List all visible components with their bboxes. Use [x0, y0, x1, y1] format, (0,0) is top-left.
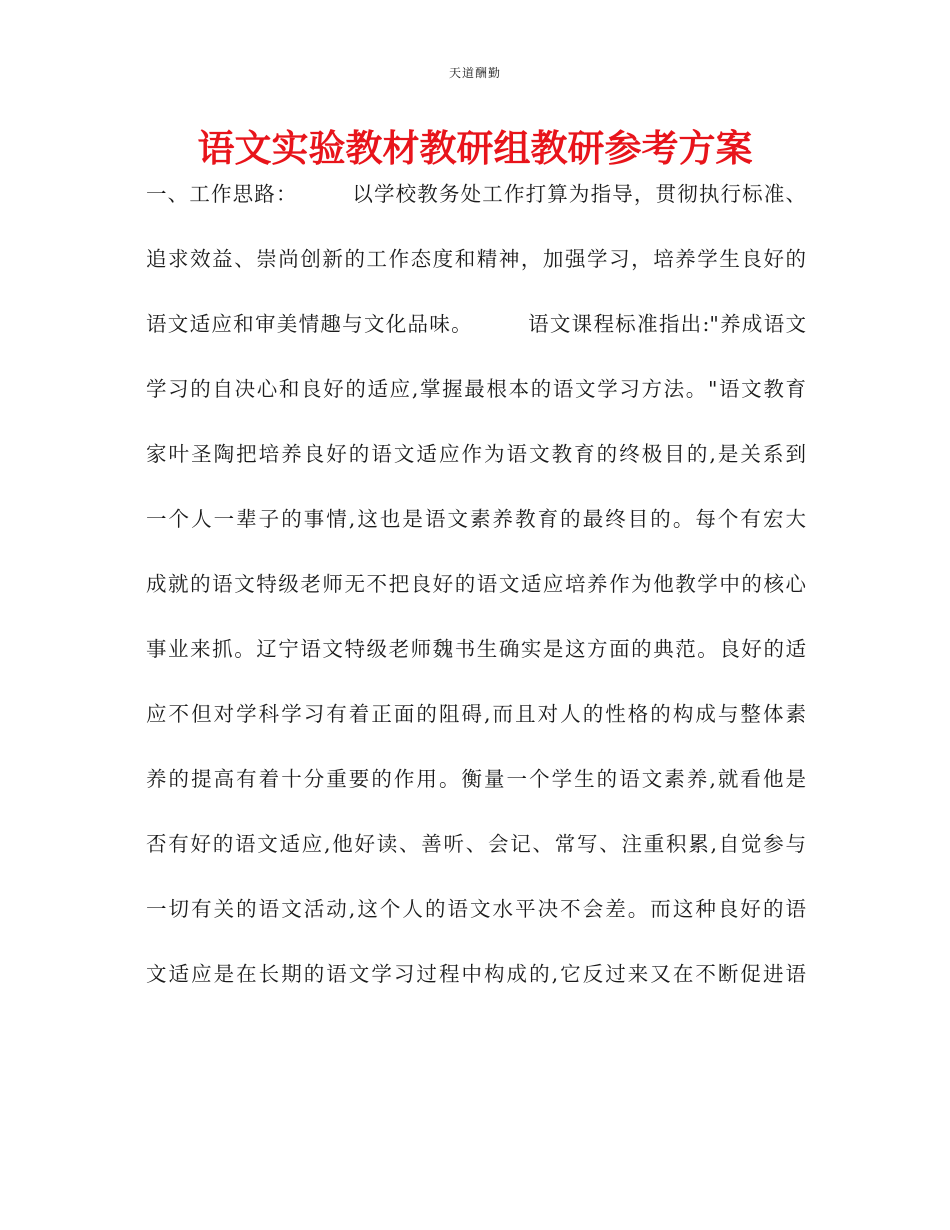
body-line: 追求效益、崇尚创新的工作态度和精神，加强学习，培养学生良好的: [146, 247, 806, 271]
body-line: 学习的自决心和良好的适应,掌握最根本的语文学习方法。"语文教育: [146, 377, 806, 401]
body-line: 养的提高有着十分重要的作用。衡量一个学生的语文素养,就看他是: [146, 767, 806, 791]
document-title: 语文实验教材教研组教研参考方案: [197, 126, 753, 170]
body-line: 一、工作思路： 以学校教务处工作打算为指导，贯彻执行标准、: [146, 182, 806, 206]
body-line: 语文适应和审美情趣与文化品味。 语文课程标准指出:"养成语文: [146, 312, 806, 336]
body-line: 家叶圣陶把培养良好的语文适应作为语文教育的终极目的,是关系到: [146, 442, 806, 466]
body-line: 应不但对学科学习有着正面的阻碍,而且对人的性格的构成与整体素: [146, 702, 806, 726]
page-header: 天道酬勤: [448, 66, 501, 80]
body-line: 一个人一辈子的事情,这也是语文素养教育的最终目的。每个有宏大: [146, 507, 806, 531]
body-line: 否有好的语文适应,他好读、善听、会记、常写、注重积累,自觉参与: [146, 832, 806, 856]
body-line: 事业来抓。辽宁语文特级老师魏书生确实是这方面的典范。良好的适: [146, 637, 806, 661]
body-line: 一切有关的语文活动,这个人的语文水平决不会差。而这种良好的语: [146, 897, 806, 921]
body-line: 成就的语文特级老师无不把良好的语文适应培养作为他教学中的核心: [146, 572, 806, 596]
body-line: 文适应是在长期的语文学习过程中构成的,它反过来又在不断促进语: [146, 962, 806, 986]
document-body: [146, 173, 806, 1018]
